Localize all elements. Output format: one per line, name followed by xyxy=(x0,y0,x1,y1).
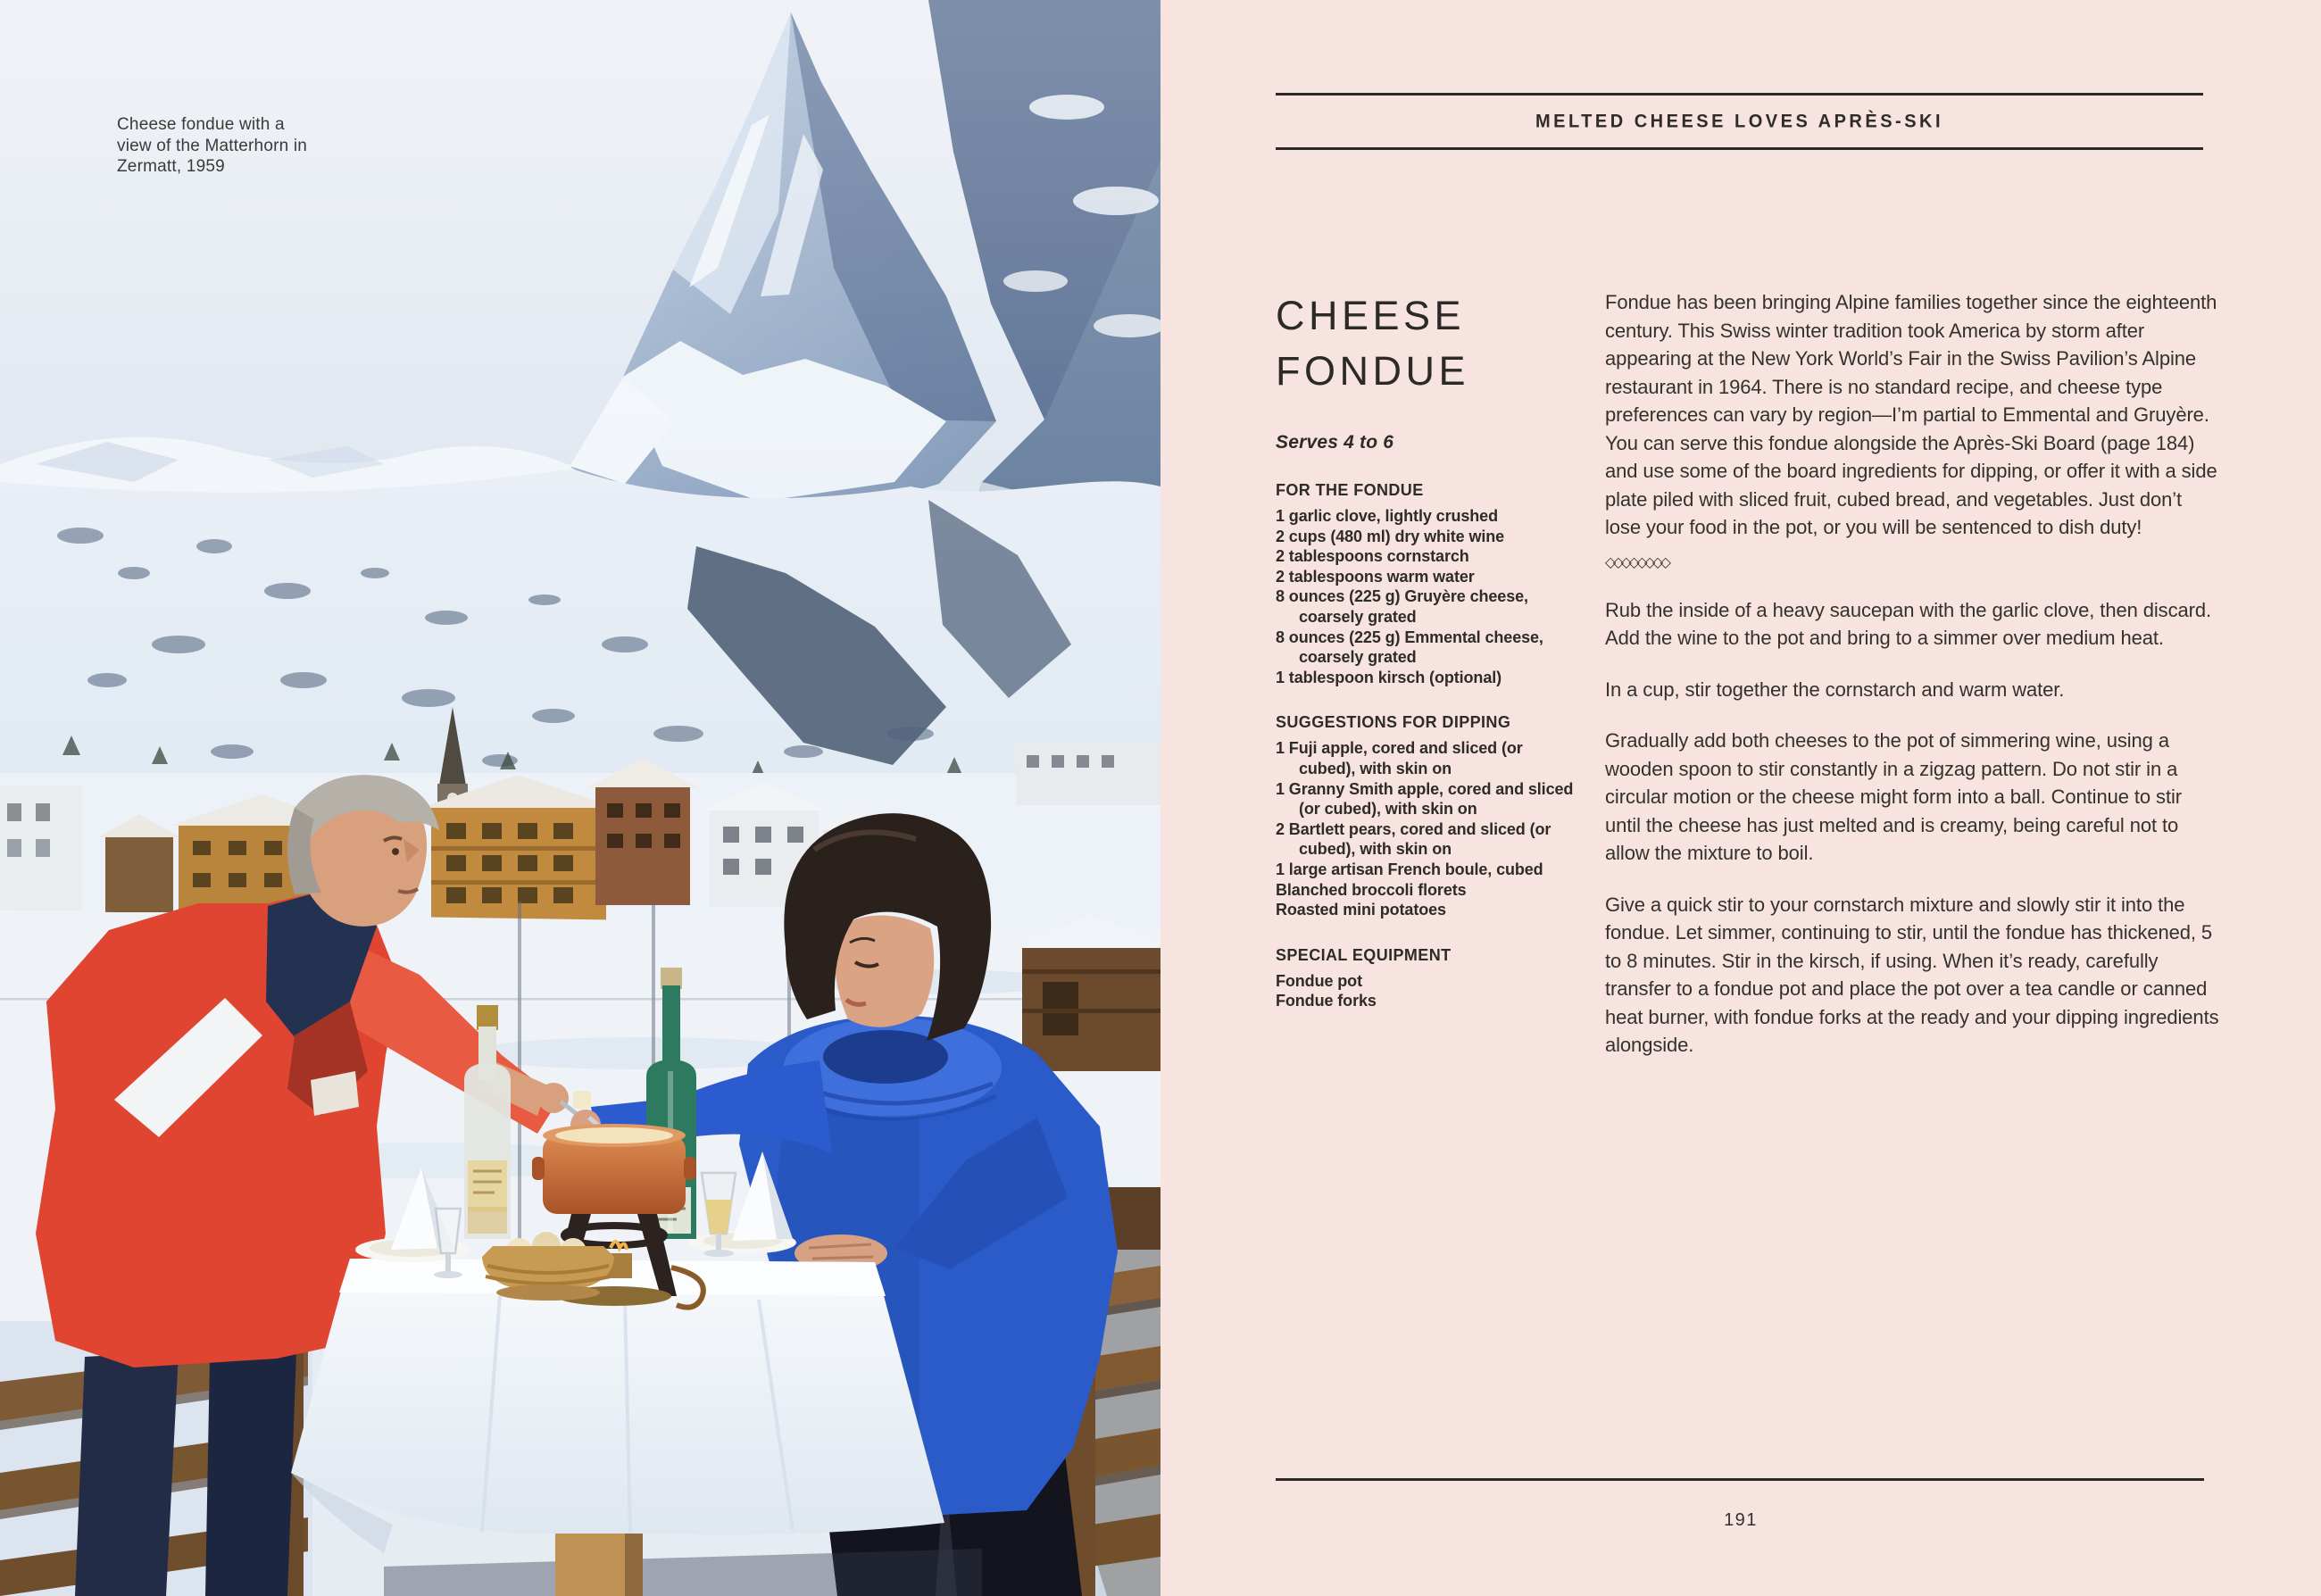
ingredient-list xyxy=(1276,738,1581,919)
section-for-the-fondue xyxy=(1276,481,1581,687)
photo-caption-line: Zermatt, 1959 xyxy=(117,157,225,176)
ingredient-item: 2 tablespoons cornstarch xyxy=(1276,547,1469,566)
ingredient-item: Blanched broccoli florets xyxy=(1276,880,1467,899)
section-label: FOR THE FONDUE xyxy=(1276,481,1424,499)
ingredients-column xyxy=(1276,288,1581,1083)
running-head-text: MELTED CHEESE LOVES APRÈS-SKI xyxy=(1535,110,1944,132)
section-label: SUGGESTIONS FOR DIPPING xyxy=(1276,713,1511,732)
photo-page xyxy=(0,0,1160,1596)
photo-caption-line: view of the Matterhorn in xyxy=(117,136,308,155)
ingredient-item: 1 Fuji apple, cored and sliced (or cubed), with skin on xyxy=(1276,739,1523,777)
equipment-item: Fondue forks xyxy=(1276,992,1377,1010)
step-paragraph: Gradually add both cheeses to the pot of simmering wine, using a wooden spoon to stir constantly in a zigzag pattern. Do not stir in a circular motion or the cheese might form into a ball. Continue to stir until the cheese has just melted and is creamy, being careful not to allow the mixture to boil. xyxy=(1605,729,2182,864)
step-paragraph: Give a quick stir to your cornstarch mixture and slowly stir it into the fondue. Let simmer, continuing to stir, until the fondue has thickened, 5 to 8 minutes. Stir in the kirsch, if using. When it’s ready, carefully transfer to a fondue pot and place the pot over a tea candle or canned heat burner, with fondue forks at the ready and your dipping ingredients alongside. xyxy=(1605,893,2219,1056)
ingredient-item: 1 tablespoon kirsch (optional) xyxy=(1276,668,1502,686)
ingredient-item: Roasted mini potatoes xyxy=(1276,901,1446,919)
method-steps xyxy=(1605,596,2221,1060)
ingredient-list xyxy=(1276,506,1581,687)
method-column xyxy=(1605,288,2221,1083)
recipe-page xyxy=(1160,0,2321,1596)
ingredient-item: 1 Granny Smith apple, cored and sliced (or cubed), with skin on xyxy=(1276,779,1574,819)
diamond-divider: ◇◇◇◇◇◇◇◇ xyxy=(1605,554,1668,570)
recipe-content xyxy=(1276,288,2221,1083)
ingredient-item: 2 Bartlett pears, cored and sliced (or cubed), with skin on xyxy=(1276,819,1551,859)
ingredient-item: 1 garlic clove, lightly crushed xyxy=(1276,507,1498,525)
recipe-title xyxy=(1276,288,1581,399)
recipe-title-line: CHEESE xyxy=(1276,293,1466,338)
page-number: 191 xyxy=(1724,1510,1758,1530)
equipment-list xyxy=(1276,971,1581,1011)
ingredient-item: 1 large artisan French boule, cubed xyxy=(1276,860,1543,878)
film-haze xyxy=(0,0,1160,1596)
ingredient-item: 2 tablespoons warm water xyxy=(1276,567,1475,586)
photo-caption xyxy=(117,114,307,178)
ingredient-item: 8 ounces (225 g) Emmental cheese, coarsely grated xyxy=(1276,628,1543,667)
section-special-equipment xyxy=(1276,946,1581,1011)
recipe-title-line: FONDUE xyxy=(1276,348,1469,394)
running-head xyxy=(1276,93,2203,150)
equipment-item: Fondue pot xyxy=(1276,971,1362,990)
ingredient-item: 2 cups (480 ml) dry white wine xyxy=(1276,527,1505,545)
section-suggestions-for-dipping xyxy=(1276,713,1581,919)
intro-paragraph: Fondue has been bringing Alpine families together since the eighteenth century. This Swiss winter tradition took America by storm after appearing at the New York World’s Fair in the Swiss Pavilion’s Alpine restaurant in 1964. There is no standard recipe, and cheese type preferences can vary by region—I’m partial to Emmental and Gruyère. You can serve this fondue alongside the Après-Ski Board (page 184) and use some of the board ingredients for dipping, or offer it with a side plate piled with sliced fruit, cubed bread, and vegetables. Just don’t lose your food in the pot, or you will be sentenced to dish duty! xyxy=(1605,291,2217,538)
section-label: SPECIAL EQUIPMENT xyxy=(1276,945,1452,964)
step-paragraph: Rub the inside of a heavy saucepan with the garlic clove, then discard. Add the wine to the pot and bring to a simmer over medium heat. xyxy=(1605,598,2211,649)
ingredient-item: 8 ounces (225 g) Gruyère cheese, coarsely grated xyxy=(1276,587,1528,626)
photo-caption-line: Cheese fondue with a xyxy=(117,115,285,134)
step-paragraph: In a cup, stir together the cornstarch and warm water. xyxy=(1605,677,2065,701)
footer-rule xyxy=(1276,1478,2204,1481)
photo-cheese-fondue-zermatt xyxy=(0,0,1160,1596)
serves-note: Serves 4 to 6 xyxy=(1276,432,1394,453)
